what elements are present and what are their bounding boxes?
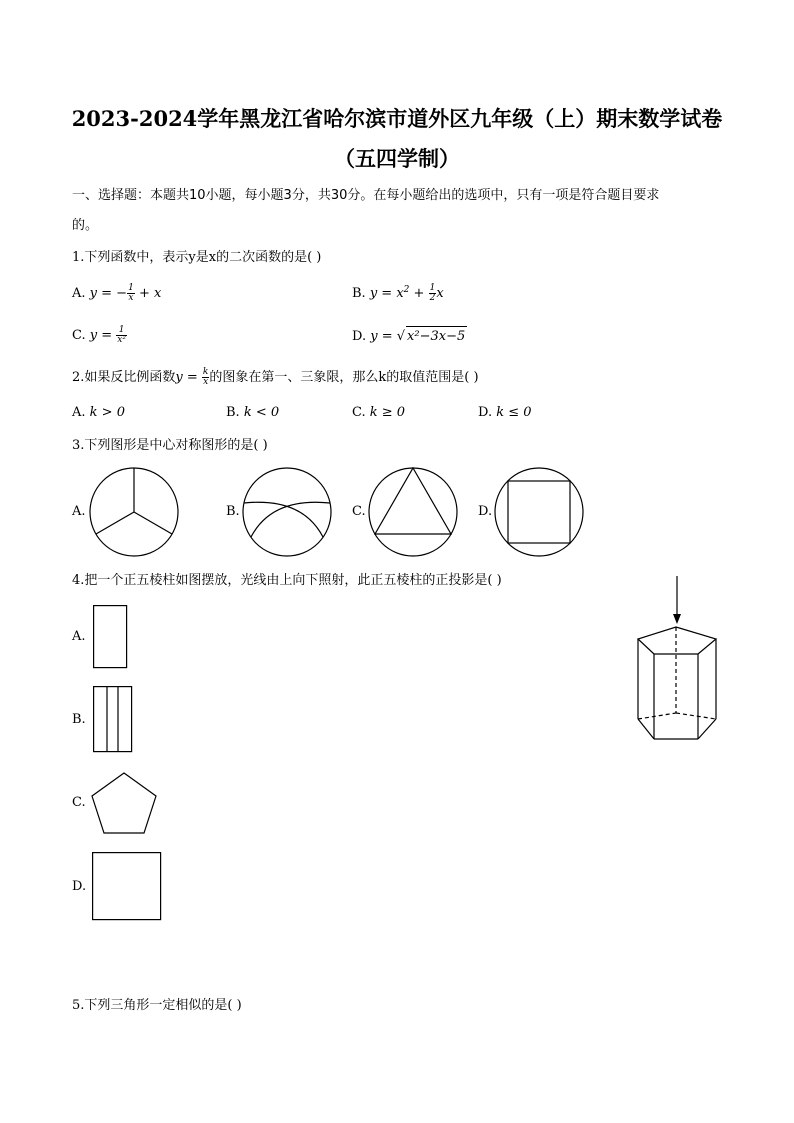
section-instructions: 一、选择题：本题共10小题，每小题3分，共30分。在每小题给出的选项中，只有一项是符合题目要求 (72, 188, 660, 203)
q4-option-d-square (92, 852, 162, 922)
q3-stem: 3.下列图形是中心对称图形的是( ) (72, 438, 268, 453)
option-math: y = $\frac{1}{\text{x²}}$ (89, 325, 126, 345)
q4-label-b: B. (72, 712, 86, 727)
q3-label-c: C. (352, 504, 366, 519)
q3-figure-c-inscribed-triangle (368, 467, 458, 557)
option-math: $y = x^2$ + $\frac{1}{2}$ x (369, 283, 444, 303)
section-instructions-cont: 的。 (72, 218, 99, 233)
fraction: $\frac{k}{x}$ (202, 367, 209, 387)
q3-figure-d-inscribed-square (494, 467, 584, 557)
q2-function: y = $\frac{k}{x}$ (175, 367, 209, 387)
q3-label-b: B. (226, 504, 240, 519)
q4-option-c-pentagon (90, 772, 158, 836)
q4-label-c: C. (72, 795, 86, 810)
q4-label-a: A. (72, 629, 86, 644)
option-math: y = √ x²−3x−5 (370, 329, 467, 344)
option-math: y = − $\frac{1}{x}$ + x (89, 283, 162, 303)
radical: x²−3x−5 (406, 326, 467, 347)
fraction: $\frac{1}{2}$ (429, 283, 436, 303)
q4-label-d: D. (72, 879, 87, 894)
q4-option-a-rectangle (93, 605, 129, 669)
arrow-down-icon (673, 614, 681, 624)
q4-pentagonal-prism-figure (632, 572, 722, 744)
fraction: $\frac{1}{\text{x²}}$ (117, 325, 126, 345)
q1-option-d (352, 326, 467, 347)
fraction: $\frac{1}{x}$ (128, 283, 134, 303)
q2-option-c: C. k ≥ 0 (352, 405, 406, 420)
q1-stem: 1.下列函数中，表示y是x的二次函数的是( ) (72, 250, 322, 265)
option-label: D. (352, 329, 367, 344)
q1-option-c (72, 326, 127, 346)
q1-option-b (352, 284, 444, 304)
q2-option-a: A. k > 0 (72, 405, 125, 420)
exam-subtitle: （五四学制） (334, 146, 460, 171)
exam-title: 2023-2024学年黑龙江省哈尔滨市道外区九年级（上）期末数学试卷 (71, 106, 723, 131)
option-label: C. (72, 328, 86, 343)
q3-label-d: D. (478, 504, 493, 519)
q3-label-a: A. (72, 504, 86, 519)
q2-stem: 2.如果反比例函数y = $\frac{k}{x}$ 的图象在第一、三象限，那么k的取值范围是( ) (72, 367, 479, 387)
q3-figure-a-circle-three-sectors (89, 467, 179, 557)
option-label: B. (352, 286, 366, 301)
q4-stem: 4.把一个正五棱柱如图摆放，光线由上向下照射，此正五棱柱的正投影是( ) (72, 573, 502, 588)
q5-stem: 5.下列三角形一定相似的是( ) (72, 998, 242, 1013)
q2-option-b: B. k < 0 (226, 405, 280, 420)
q4-option-b-split-rectangle (93, 686, 133, 754)
q3-figure-b-circle-arcs (242, 467, 332, 557)
option-label: A. (72, 286, 86, 301)
q2-option-d: D. k ≤ 0 (478, 405, 532, 420)
q1-option-a (72, 284, 161, 304)
